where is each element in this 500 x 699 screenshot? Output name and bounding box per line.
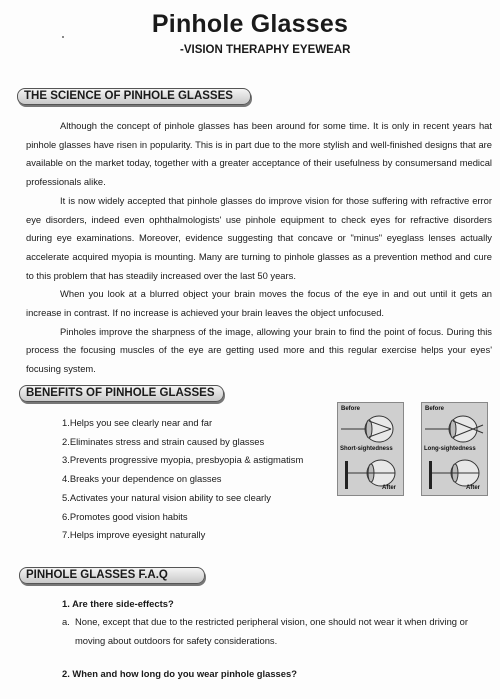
science-paragraph-1: Although the concept of pinhole glasses has been around for some time. It is only in recent years hat pinhole glasses have risen in popularity. This is in part due to the more stylish and well-finished designs that are available on the market today, together with a greater acceptance of their usefulness by consumersand medical professionals alike. [26,120,492,188]
page-title: Pinhole Glasses [151,10,349,38]
science-paragraph-4: Pinholes improve the sharpness of the image, allowing your brain to find the point of focus. During this process the focusing muscles of the eye are getting used more and this regular exercise helps your eyes' focusing system. [26,325,492,375]
benefit-item: 7.Helps improve eyesight naturally [62,529,206,541]
faq-question-2: 2. When and how long do you wear pinhole glasses? [62,668,297,679]
diagram-condition-label: Short-sightedness [340,446,393,452]
faq-answer-1 [62,613,482,650]
diagram-condition-label: Long-sightedness [424,446,476,452]
eye-before-icon [423,413,486,445]
science-heading: THE SCIENCE OF PINHOLE GLASSES [24,90,233,102]
science-section-header [17,88,251,105]
benefit-item: 5.Activates your natural vision ability to see clearly [62,491,271,503]
long-sightedness-diagram [421,402,488,496]
benefits-list [62,414,303,545]
benefit-item: 2.Eliminates stress and strain caused by glasses [62,435,265,447]
scan-speck [62,36,64,38]
diagram-after-label: After [382,485,397,491]
benefit-item: 6.Promotes good vision habits [62,510,188,522]
faq-heading: PINHOLE GLASSES F.A.Q [26,569,168,581]
faq-section-header [19,567,205,584]
short-sightedness-diagram [337,402,404,496]
benefit-item: 3.Prevents progressive myopia, presbyopia & astigmatism [62,454,304,466]
diagram-before-label: Before [425,406,445,412]
faq-answer-marker: a. [62,616,70,627]
benefit-item: 4.Breaks your dependence on glasses [62,473,222,485]
benefits-section-header [19,385,224,402]
eye-before-icon [339,413,402,445]
benefits-heading: BENEFITS OF PINHOLE GLASSES [26,387,215,399]
faq-answer-text: None, except that due to the restricted peripheral vision, one should not wear it when driving or moving about outdoors for safety considerations. [75,616,468,646]
diagram-after-label: After [466,485,481,491]
science-paragraph-2: It is now widely accepted that pinhole glasses do improve vision for those suffering with refractive error eye disorders, indeed even ophthalmologists' use pinhole equipment to check eyes for refractive disorders during eye examinations. Moreover, evidence suggesting that concave or "minus" eyeglass lenses actually accelerate acquired myopia is mounting. Many are turning to pinhole glasses as a prevention method and cure to this problem that has steadily increased over the last 50 years. [26,194,492,281]
page-subtitle: -VISION THERAPHY EYEWEAR [180,44,351,56]
diagram-before-label: Before [341,406,361,412]
science-body [26,117,492,379]
benefit-item: 1.Helps you see clearly near and far [62,417,213,428]
science-paragraph-3: When you look at a blurred object your brain moves the focus of the eye in and out until it gets an increase in contrast. If no increase is achieved your brain leaves the object unfocused. [26,288,492,319]
faq-question-1: 1. Are there side-effects? [62,598,174,609]
